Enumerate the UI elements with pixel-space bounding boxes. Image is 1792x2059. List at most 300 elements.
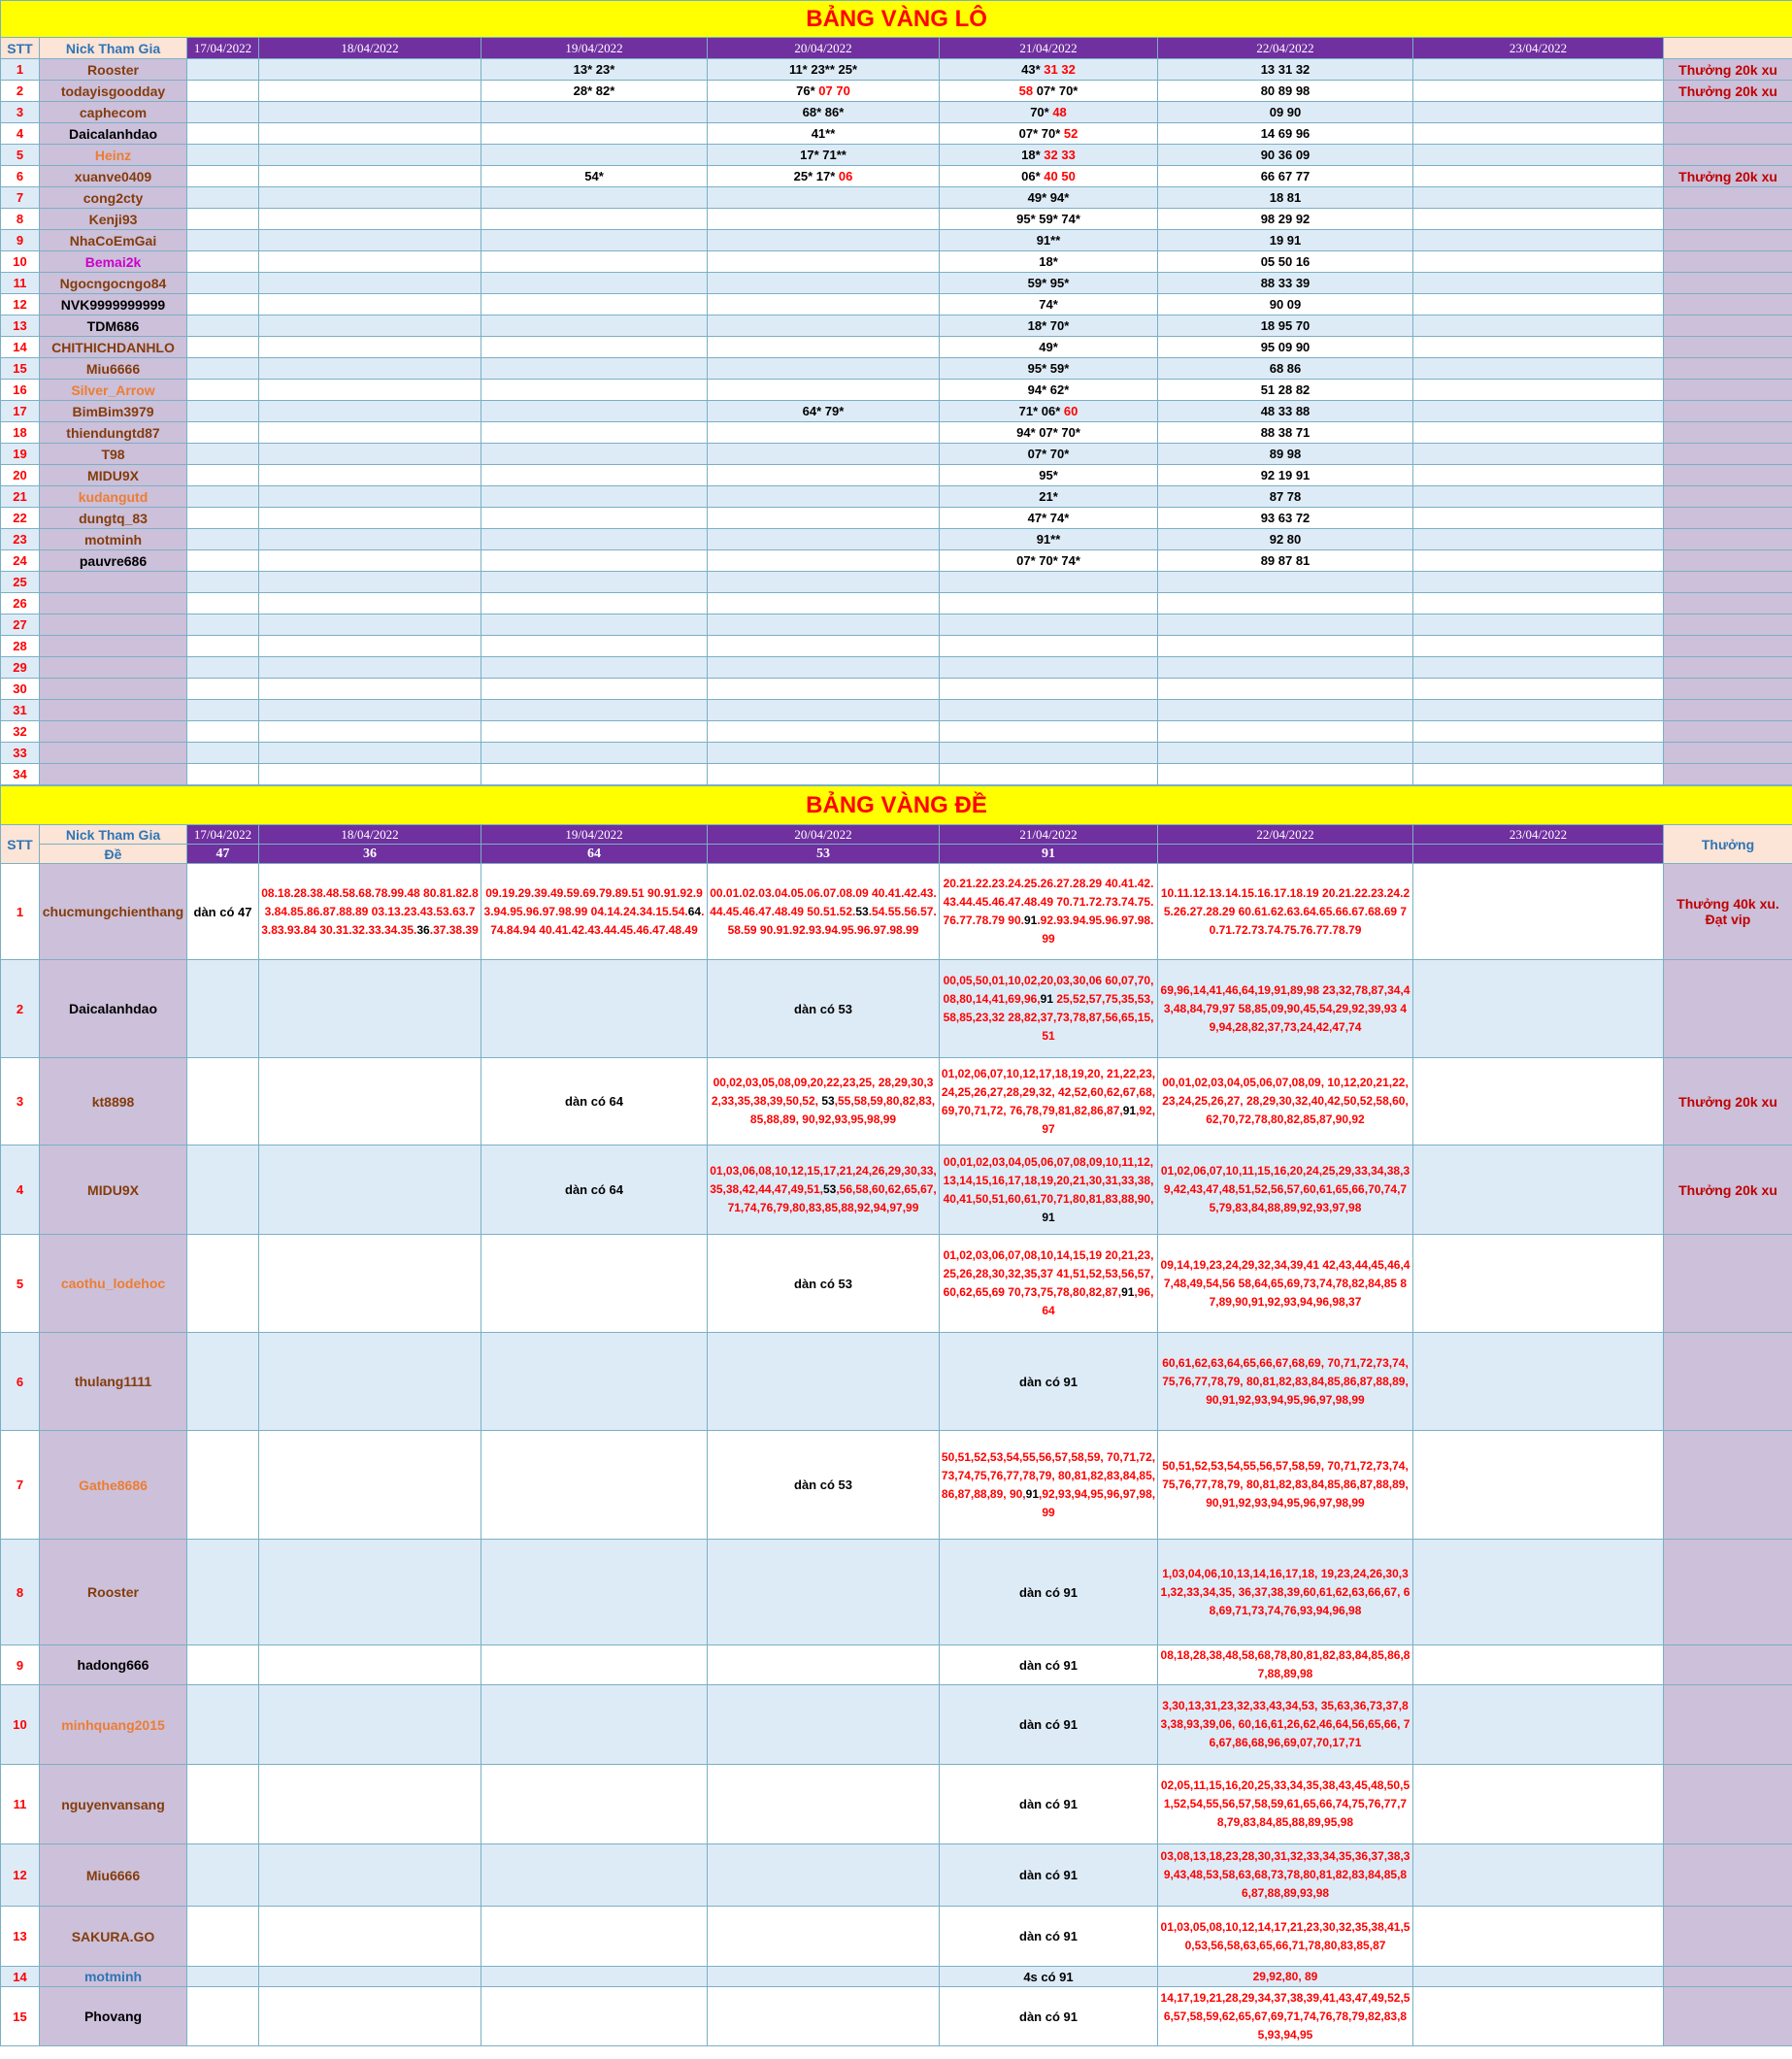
cell-text-segment: 91: [1122, 1103, 1137, 1117]
cell-text-segment: 91: [1121, 1285, 1135, 1299]
nick-name: SAKURA.GO: [40, 1907, 187, 1967]
lo-cell: [259, 380, 481, 401]
row-number: 27: [1, 614, 40, 636]
de-cell: [481, 1765, 708, 1844]
reward-cell: [1664, 1844, 1792, 1907]
de-cell: [940, 1967, 1158, 1987]
de-cell: [708, 1146, 940, 1235]
cell-text-segment: 64: [687, 904, 702, 918]
lo-cell: [187, 657, 259, 679]
de-cell: [1158, 1431, 1413, 1540]
de-cell: [1158, 1765, 1413, 1844]
de-cell: [940, 1765, 1158, 1844]
de-row: [1, 1235, 1792, 1333]
lo-cell: [708, 465, 940, 486]
cell-text-segment: 17* 71**: [800, 148, 846, 162]
lo-cell: [259, 636, 481, 657]
lo-cell: [481, 679, 708, 700]
lo-cell: [1158, 444, 1413, 465]
lo-cell: [1158, 273, 1413, 294]
cell-text-segment: 54*: [584, 169, 604, 183]
lo-cell: [481, 636, 708, 657]
cell-text-segment: 91: [1023, 913, 1038, 927]
de-cell: [259, 864, 481, 960]
de-cell: [708, 864, 940, 960]
reward-cell: [1664, 380, 1792, 401]
lo-row: [1, 315, 1792, 337]
cell-text-segment: 01,03,05,08,10,12,14,17,21,23,30,32,35,38,41,50,53,56,58,63,65,66,71,78,80,83,85,87: [1160, 1919, 1410, 1952]
cell-text-segment: 41**: [811, 126, 836, 141]
cell-text-segment: 11* 23** 25*: [788, 62, 858, 77]
nick-name: Gathe8686: [40, 1431, 187, 1540]
de-cell: [940, 1987, 1158, 2046]
row-number: 9: [1, 1645, 40, 1685]
lo-cell: [1413, 230, 1664, 251]
lo-cell: [259, 59, 481, 81]
reward-cell: [1664, 294, 1792, 315]
lo-cell: [708, 337, 940, 358]
row-number: 23: [1, 529, 40, 550]
lo-cell: [259, 102, 481, 123]
nick-name: kudangutd: [40, 486, 187, 508]
lo-cell: [481, 380, 708, 401]
de-cell: [481, 1967, 708, 1987]
de-cell: [1413, 1645, 1664, 1685]
nick-name: Miu6666: [40, 358, 187, 380]
cell-text-segment: 01,03,06,08,10,12,15,17,21,24,26,29,30,33,35,38,42,44,47,49,51,: [710, 1164, 937, 1196]
reward-cell: [1664, 1765, 1792, 1844]
lo-cell: [187, 700, 259, 721]
row-number: 7: [1, 187, 40, 209]
lo-row: [1, 657, 1792, 679]
de-cell: [187, 1540, 259, 1645]
lo-cell: [1413, 444, 1664, 465]
cell-text-segment: 66 67 77: [1260, 169, 1311, 183]
lo-cell: [187, 508, 259, 529]
cell-text-segment: 92 19 91: [1260, 468, 1311, 482]
cell-text-segment: 94* 62*: [1027, 382, 1070, 397]
cell-text-segment: dàn có 64: [565, 1094, 623, 1109]
cell-text-segment: 52: [1063, 126, 1079, 141]
de-cell: [708, 1844, 940, 1907]
reward-cell: [1664, 721, 1792, 743]
lo-row: [1, 187, 1792, 209]
nick-name: NVK9999999999: [40, 294, 187, 315]
cell-text-segment: 20.21.22.23.24.25.26.27.28.29 40.41.42.43.44.45.46.47.48.49 70.71.72.73.74.75.76.77.78.79 90.: [943, 877, 1154, 927]
row-number: 3: [1, 1058, 40, 1146]
nick-name: T98: [40, 444, 187, 465]
cell-text-segment: 91**: [1036, 233, 1061, 248]
lo-cell: [187, 764, 259, 785]
cell-text-segment: 08,18,28,38,48,58,68,78,80,81,82,83,84,85,86,87,88,89,98: [1160, 1648, 1410, 1680]
date-header: 18/04/2022: [259, 38, 481, 59]
reward-cell: [1664, 657, 1792, 679]
cell-text-segment: 89 98: [1269, 447, 1302, 461]
nick-name: [40, 700, 187, 721]
row-number: 13: [1, 1907, 40, 1967]
cell-text-segment: 09.19.29.39.49.59.69.79.89.51 90.91.92.93.94.95.96.97.98.99 04.14.24.34.15.54.: [483, 885, 703, 918]
de-cell: [187, 1907, 259, 1967]
lo-cell: [1413, 550, 1664, 572]
row-number: 11: [1, 1765, 40, 1844]
nick-name: Daicalanhdao: [40, 123, 187, 145]
row-number: 34: [1, 764, 40, 785]
de-cell: [1413, 1685, 1664, 1765]
lo-cell: [940, 187, 1158, 209]
lo-cell: [1413, 59, 1664, 81]
reward-cell: [1664, 123, 1792, 145]
lo-cell: [481, 614, 708, 636]
reward-cell: [1664, 358, 1792, 380]
lo-cell: [1158, 230, 1413, 251]
lo-cell: [1158, 422, 1413, 444]
row-number: 10: [1, 1685, 40, 1765]
de-label: Đề: [40, 845, 187, 864]
de-cell: [187, 1146, 259, 1235]
reward-cell: [1664, 422, 1792, 444]
de-cell: [259, 1146, 481, 1235]
de-cell: [940, 1146, 1158, 1235]
cell-text-segment: 43*: [1021, 62, 1045, 77]
cell-text-segment: 93 63 72: [1260, 511, 1311, 525]
cell-text-segment: 07* 70* 74*: [1016, 553, 1080, 568]
lo-cell: [940, 444, 1158, 465]
lo-cell: [187, 294, 259, 315]
lo-cell: [708, 700, 940, 721]
nick-name: caothu_lodehoc: [40, 1235, 187, 1333]
lo-cell: [259, 465, 481, 486]
de-title-row: [1, 786, 1792, 825]
lo-row: [1, 529, 1792, 550]
row-number: 29: [1, 657, 40, 679]
de-cell: [481, 1540, 708, 1645]
de-cell: [481, 1987, 708, 2046]
lo-cell: [187, 123, 259, 145]
lo-cell: [940, 102, 1158, 123]
de-cell: [259, 1685, 481, 1765]
cell-text-segment: 25,52,57,75,35,53,58,85,23,32 28,82,37,73,78,87,56,65,15,51: [943, 992, 1154, 1043]
de-cell: [259, 1431, 481, 1540]
nick-name: [40, 657, 187, 679]
lo-cell: [481, 422, 708, 444]
date-header: 19/04/2022: [481, 825, 708, 845]
lo-cell: [1413, 380, 1664, 401]
lo-cell: [940, 358, 1158, 380]
lo-cell: [708, 486, 940, 508]
cell-text-segment: 50,51,52,53,54,55,56,57,58,59, 70,71,72,73,74,75,76,77,78,79, 80,81,82,83,84,85,86,87,88,89, 90,: [941, 1449, 1156, 1501]
nick-name: Rooster: [40, 59, 187, 81]
lo-cell: [1158, 508, 1413, 529]
cell-text-segment: dàn có 53: [794, 1276, 852, 1291]
lo-cell: [708, 209, 940, 230]
nick-name: Daicalanhdao: [40, 960, 187, 1058]
lo-cell: [940, 123, 1158, 145]
nick-name: Kenji93: [40, 209, 187, 230]
de-table: [0, 785, 1792, 2046]
de-row: [1, 1058, 1792, 1146]
lo-cell: [708, 251, 940, 273]
lo-cell: [187, 315, 259, 337]
cell-text-segment: 18* 70*: [1027, 318, 1070, 333]
de-cell: [187, 1058, 259, 1146]
nick-name: dungtq_83: [40, 508, 187, 529]
de-cell: [481, 1685, 708, 1765]
cell-text-segment: dàn có 53: [794, 1478, 852, 1492]
lo-cell: [259, 273, 481, 294]
lo-cell: [259, 679, 481, 700]
de-cell: [1413, 960, 1664, 1058]
lo-cell: [940, 166, 1158, 187]
de-cell: [187, 1844, 259, 1907]
nick-name: MIDU9X: [40, 465, 187, 486]
cell-text-segment: 00.01.02.03.04.05.06.07.08.09 40.41.42.43.44.45.46.47.48.49 50.51.52.: [710, 885, 937, 918]
row-number: 10: [1, 251, 40, 273]
cell-text-segment: 49* 94*: [1027, 190, 1070, 205]
lo-row: [1, 251, 1792, 273]
lo-cell: [187, 465, 259, 486]
lo-cell: [481, 401, 708, 422]
cell-text-segment: 4s có 91: [1023, 1969, 1074, 1984]
lo-cell: [1158, 550, 1413, 572]
lo-cell: [1413, 486, 1664, 508]
lo-cell: [259, 614, 481, 636]
row-number: 7: [1, 1431, 40, 1540]
de-row: [1, 1146, 1792, 1235]
de-row: [1, 1645, 1792, 1685]
lo-cell: [481, 743, 708, 764]
row-number: 28: [1, 636, 40, 657]
lo-cell: [1158, 721, 1413, 743]
de-row: [1, 1333, 1792, 1431]
de-cell: [940, 1540, 1158, 1645]
lo-cell: [940, 679, 1158, 700]
lo-cell: [481, 486, 708, 508]
lo-cell: [259, 743, 481, 764]
nick-name: todayisgoodday: [40, 81, 187, 102]
nick-name: xuanve0409: [40, 166, 187, 187]
lo-cell: [187, 444, 259, 465]
de-cell: [708, 1431, 940, 1540]
row-number: 6: [1, 1333, 40, 1431]
result-value: 36: [259, 845, 481, 864]
de-cell: [259, 1967, 481, 1987]
lo-row: [1, 636, 1792, 657]
reward-cell: [1664, 145, 1792, 166]
lo-cell: [708, 508, 940, 529]
cell-text-segment: dàn có 91: [1019, 1717, 1078, 1732]
reward-cell: [1664, 743, 1792, 764]
lo-cell: [187, 743, 259, 764]
date-header: 20/04/2022: [708, 38, 940, 59]
de-cell: [1158, 1540, 1413, 1645]
lo-cell: [259, 764, 481, 785]
cell-text-segment: 01,02,06,07,10,11,15,16,20,24,25,29,33,34,38,39,42,43,47,48,51,52,56,57,60,61,65,66,70,74,75,79,83,84,88,89,92,93,97,98: [1160, 1164, 1410, 1214]
lo-cell: [708, 444, 940, 465]
lo-cell: [187, 145, 259, 166]
lo-cell: [1158, 614, 1413, 636]
lo-cell: [1158, 81, 1413, 102]
lo-cell: [940, 401, 1158, 422]
cell-text-segment: 68 86: [1269, 361, 1302, 376]
lo-cell: [1413, 337, 1664, 358]
lo-cell: [708, 550, 940, 572]
lo-cell: [187, 572, 259, 593]
de-cell: [1158, 1907, 1413, 1967]
de-cell: [940, 864, 1158, 960]
lo-cell: [708, 636, 940, 657]
reward-cell: [1664, 1685, 1792, 1765]
lo-cell: [187, 81, 259, 102]
lo-cell: [481, 444, 708, 465]
cell-text-segment: 14,17,19,21,28,29,34,37,38,39,41,43,47,49,52,56,57,58,59,62,65,67,69,71,74,76,78,79,82,83,85,93,94,95: [1160, 1990, 1410, 2042]
lo-title-row: [1, 1, 1792, 38]
de-cell: [187, 1967, 259, 1987]
row-number: 21: [1, 486, 40, 508]
row-number: 8: [1, 209, 40, 230]
row-number: 1: [1, 59, 40, 81]
nick-name: [40, 636, 187, 657]
lo-cell: [1158, 251, 1413, 273]
lo-cell: [940, 529, 1158, 550]
cell-text-segment: dàn có 64: [565, 1182, 623, 1197]
de-cell: [1413, 1235, 1664, 1333]
cell-text-segment: 48: [1052, 105, 1067, 119]
cell-text-segment: dàn có 91: [1019, 1868, 1078, 1882]
cell-text-segment: 14 69 96: [1260, 126, 1311, 141]
nick-name: [40, 572, 187, 593]
lo-cell: [940, 251, 1158, 273]
cell-text-segment: dàn có 91: [1019, 1584, 1078, 1600]
lo-cell: [940, 636, 1158, 657]
lo-cell: [1413, 209, 1664, 230]
lo-cell: [259, 123, 481, 145]
reward-cell: [1664, 1907, 1792, 1967]
lo-row: [1, 273, 1792, 294]
de-cell: [1413, 1333, 1664, 1431]
lo-cell: [481, 251, 708, 273]
row-number: 30: [1, 679, 40, 700]
reward-cell: Thưởng 20k xu: [1664, 1058, 1792, 1146]
lo-cell: [1413, 294, 1664, 315]
nick-name: Phovang: [40, 1987, 187, 2046]
row-number: 5: [1, 145, 40, 166]
reward-cell: Thưởng 20k xu: [1664, 81, 1792, 102]
nick-name: [40, 614, 187, 636]
cell-text-segment: 98 29 92: [1260, 212, 1311, 226]
cell-text-segment: 07 70: [818, 83, 850, 98]
lo-cell: [481, 572, 708, 593]
lo-cell: [187, 593, 259, 614]
lo-cell: [481, 358, 708, 380]
lo-row: [1, 358, 1792, 380]
cell-text-segment: 87 78: [1269, 489, 1302, 504]
lo-row: [1, 380, 1792, 401]
row-number: 15: [1, 1987, 40, 2046]
de-cell: [481, 1146, 708, 1235]
de-cell: [940, 1685, 1158, 1765]
lo-cell: [481, 315, 708, 337]
lo-cell: [940, 81, 1158, 102]
de-title: BẢNG VÀNG ĐỀ: [1, 786, 1792, 825]
de-cell: [1413, 1765, 1664, 1844]
lo-cell: [481, 337, 708, 358]
lo-cell: [1158, 102, 1413, 123]
de-cell: [259, 1235, 481, 1333]
result-value: [1158, 845, 1413, 864]
lo-cell: [708, 187, 940, 209]
cell-text-segment: dàn có 91: [1019, 2009, 1078, 2024]
nick-name: [40, 721, 187, 743]
cell-text-segment: 49*: [1039, 340, 1058, 354]
nick-name: Heinz: [40, 145, 187, 166]
lo-cell: [481, 721, 708, 743]
lo-cell: [1413, 422, 1664, 444]
date-header: 23/04/2022: [1413, 38, 1664, 59]
cell-text-segment: .37.38.39: [429, 922, 479, 937]
result-value: 47: [187, 845, 259, 864]
cell-text-segment: 01,02,06,07,10,12,17,18,19,20, 21,22,23,24,25,26,27,28,29,32, 42,52,60,62,67,68,69,70,71,72, 76,78,79,81,82,86,87,: [941, 1066, 1156, 1117]
lo-cell: [1413, 273, 1664, 294]
lo-cell: [1158, 145, 1413, 166]
date-header: 19/04/2022: [481, 38, 708, 59]
lo-cell: [187, 636, 259, 657]
lo-cell: [259, 315, 481, 337]
cell-text-segment: 53: [822, 1182, 837, 1196]
lo-cell: [940, 145, 1158, 166]
reward-cell: [1664, 593, 1792, 614]
lo-row: [1, 721, 1792, 743]
lo-cell: [708, 422, 940, 444]
de-cell: [1158, 1967, 1413, 1987]
cell-text-segment: 76*: [796, 83, 819, 98]
nick-name: minhquang2015: [40, 1685, 187, 1765]
lo-cell: [187, 337, 259, 358]
de-cell: [259, 1645, 481, 1685]
de-cell: [708, 1987, 940, 2046]
reward-cell: Thưởng 20k xu: [1664, 59, 1792, 81]
de-cell: [708, 1058, 940, 1146]
de-cell: [708, 1907, 940, 1967]
de-result-row: [1, 845, 1792, 864]
row-number: 11: [1, 273, 40, 294]
nick-name: cong2cty: [40, 187, 187, 209]
cell-text-segment: 01,02,03,06,07,08,10,14,15,19 20,21,23,25,26,28,30,32,35,37 41,51,52,53,56,57,60,62,65,69 70,73,75,78,80,82,87,: [943, 1248, 1154, 1299]
de-cell: [1158, 1844, 1413, 1907]
nick-name: [40, 593, 187, 614]
lo-cell: [1158, 209, 1413, 230]
lo-row: [1, 465, 1792, 486]
lo-cell: [708, 657, 940, 679]
lo-row: [1, 422, 1792, 444]
row-number: 9: [1, 230, 40, 251]
de-cell: [481, 1907, 708, 1967]
cell-text-segment: 07* 70*: [1018, 126, 1064, 141]
lo-cell: [940, 230, 1158, 251]
cell-text-segment: 13* 23*: [573, 62, 615, 77]
de-cell: [259, 1540, 481, 1645]
lo-cell: [1413, 81, 1664, 102]
lo-cell: [940, 657, 1158, 679]
nick-name: BimBim3979: [40, 401, 187, 422]
reward-cell: Thưởng 40k xu. Đạt vip: [1664, 864, 1792, 960]
lo-cell: [708, 230, 940, 251]
lo-cell: [187, 486, 259, 508]
lo-cell: [481, 508, 708, 529]
row-number: 5: [1, 1235, 40, 1333]
de-cell: [708, 1685, 940, 1765]
cell-text-segment: .92.93.94.95.96.97.98.99: [1037, 913, 1154, 946]
lo-cell: [481, 145, 708, 166]
